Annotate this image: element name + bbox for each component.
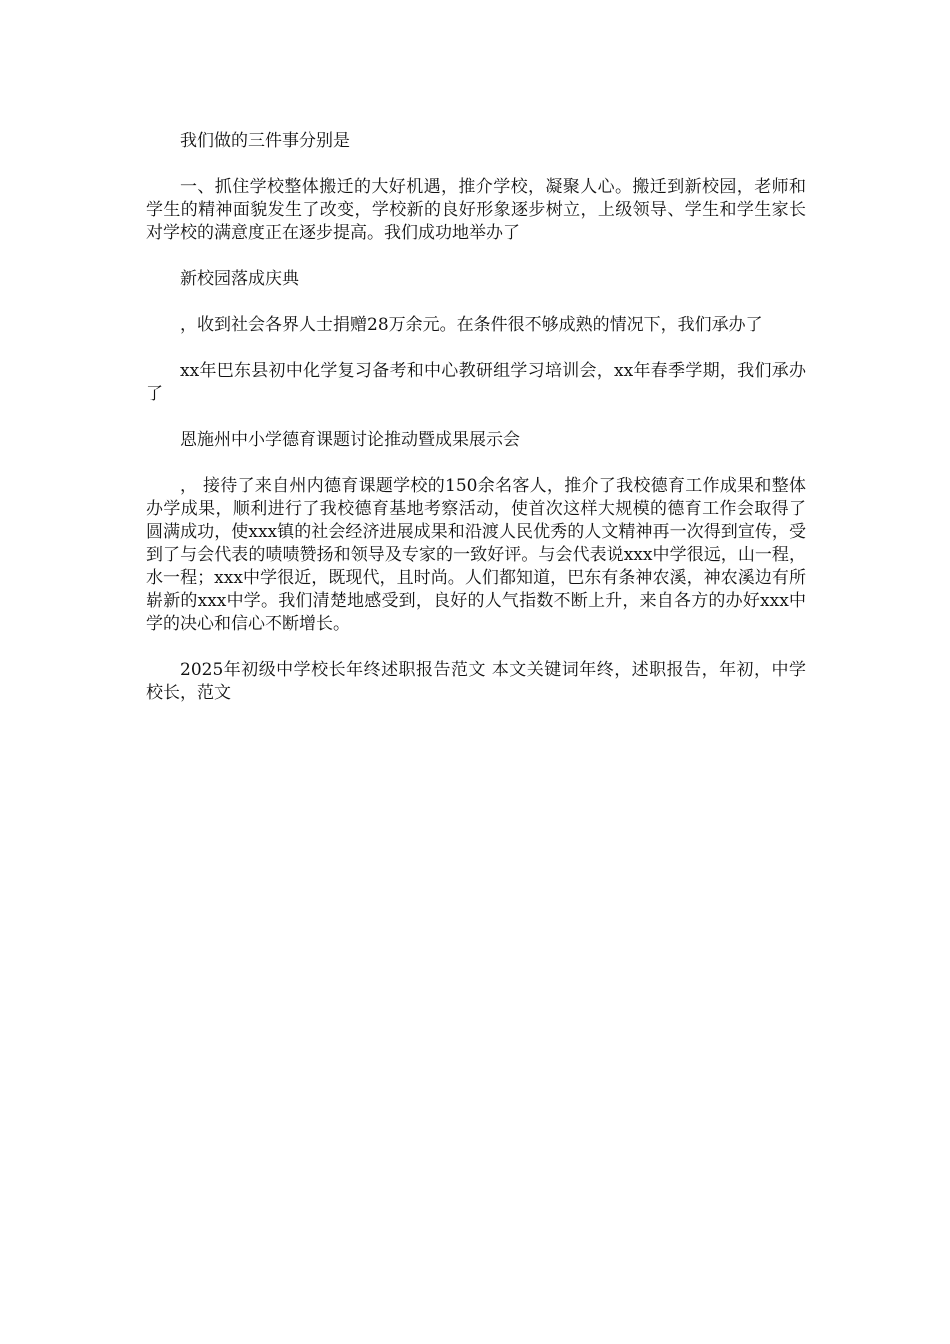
document-page: [146, 130, 806, 705]
paragraph-training: xx年巴东县初中化学复习备考和中心教研组学习培训会，xx年春季学期，我们承办了: [146, 361, 806, 404]
paragraph-intro: 我们做的三件事分别是: [180, 131, 350, 151]
paragraph-keywords: 2025年初级中学校长年终述职报告范文 本文关键词年终，述职报告，年初，中学校长，范文: [146, 660, 806, 703]
paragraph-event-ceremony: 新校园落成庆典: [180, 269, 299, 289]
paragraph-event-showcase: 恩施州中小学德育课题讨论推动暨成果展示会: [180, 430, 520, 450]
paragraph-reception: ， 接待了来自州内德育课题学校的150余名客人，推介了我校德育工作成果和整体办学成果，顺利进行了我校德育基地考察活动，使首次这样大规模的德育工作会取得了圆满成功，使xxx镇的社会经济进展成果和沿渡人民优秀的人文精神再一次得到宣传，受到了与会代表的啧啧赞扬和领导及专家的一致好评。与会代表说xxx中学很远，山一程，水一程；xxx中学很近，既现代，且时尚。人们都知道，巴东有条神农溪，神农溪边有所崭新的xxx中学。我们清楚地感受到，良好的人气指数不断上升，来自各方的办好xxx中学的决心和信心不断增长。: [146, 476, 806, 634]
paragraph-donation: ，收到社会各界人士捐赠28万余元。在条件很不够成熟的情况下，我们承办了: [180, 315, 763, 335]
paragraph-item-one: 一、抓住学校整体搬迁的大好机遇，推介学校，凝聚人心。搬迁到新校园，老师和学生的精神面貌发生了改变，学校新的良好形象逐步树立，上级领导、学生和学生家长对学校的满意度正在逐步提高。我们成功地举办了: [146, 177, 806, 243]
